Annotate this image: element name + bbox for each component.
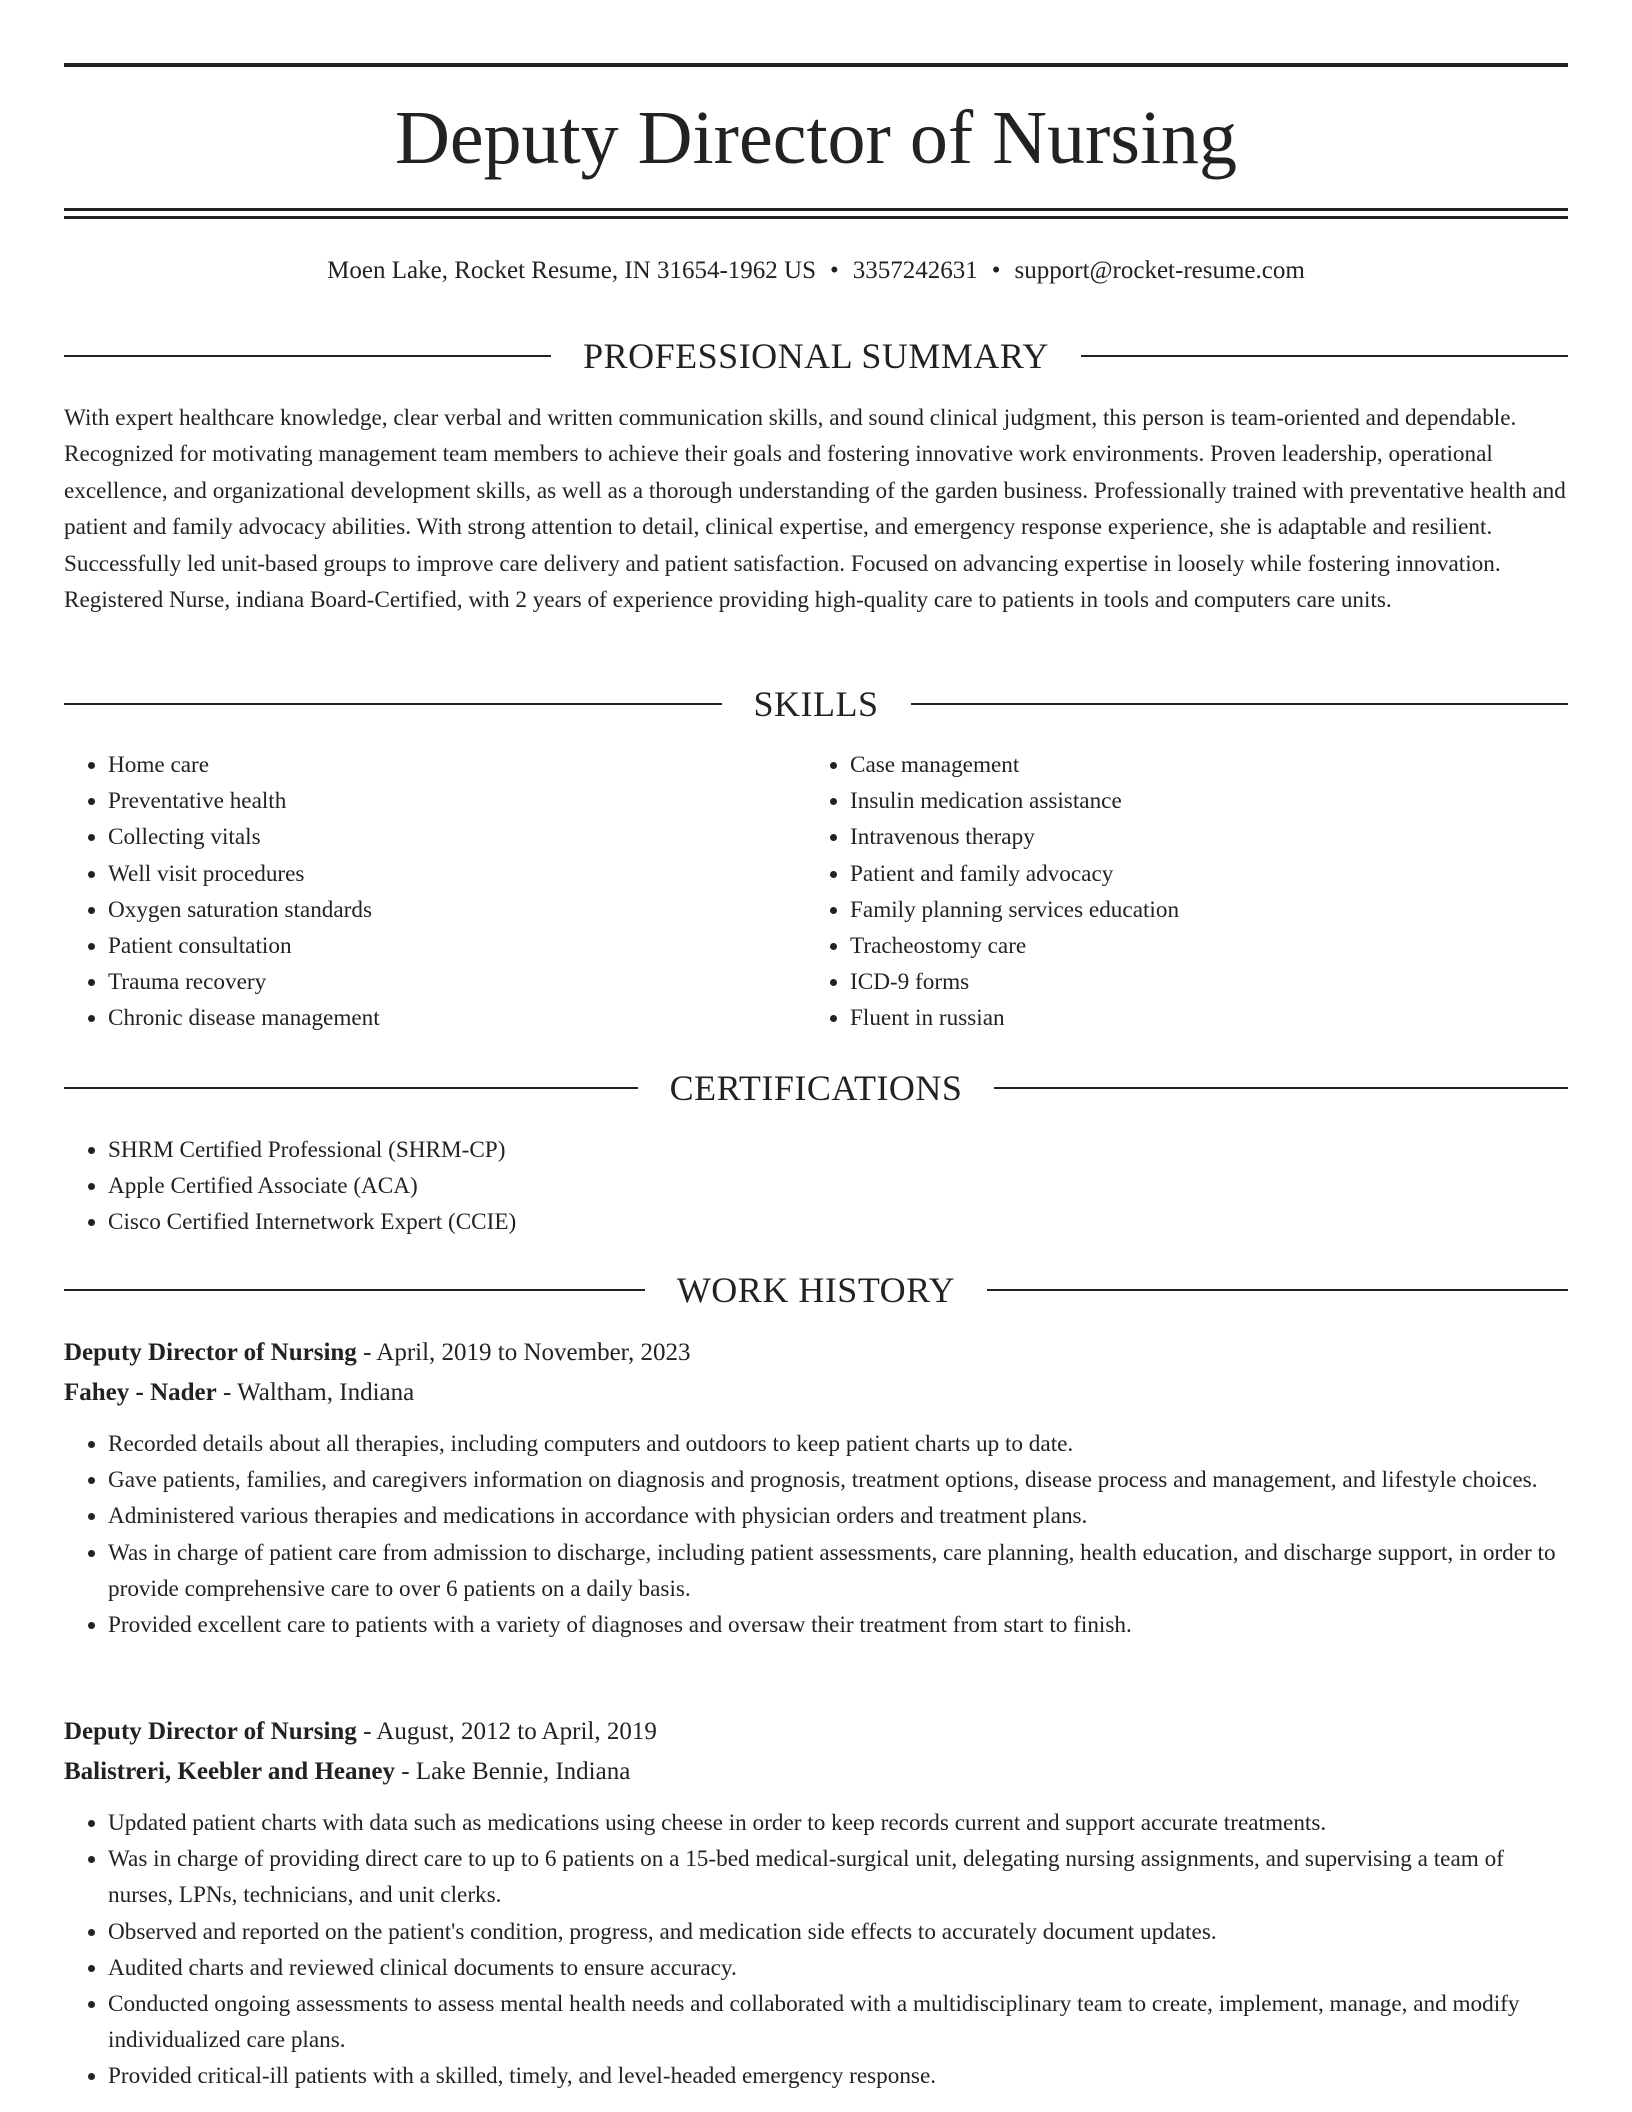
job-company: Fahey - Nader	[64, 1379, 217, 1406]
list-item: • SHRM Certified Professional (SHRM-CP)	[108, 1132, 1568, 1168]
resume-title: Deputy Director of Nursing	[394, 96, 1238, 180]
job-title-line: Deputy Director of Nursing - August, 2012 to April, 2019	[64, 1718, 657, 1745]
section-rule	[64, 1087, 638, 1089]
section-rule	[987, 1289, 1568, 1291]
job-company-line: Fahey - Nader - Waltham, Indiana	[64, 1379, 415, 1406]
list-item: • Gave patients, families, and caregivers information on diagnosis and prognosis, treatment options, disease process and management, and lifestyle choices.	[108, 1462, 1568, 1498]
list-item: • Provided critical-ill patients with a skilled, timely, and level-headed emergency response.	[108, 2058, 1568, 2094]
list-item: • Chronic disease management	[108, 1000, 804, 1036]
section-rule	[64, 355, 551, 357]
skills-column-left	[64, 747, 804, 1037]
job-title-line: Deputy Director of Nursing - April, 2019 to November, 2023	[64, 1339, 691, 1366]
certifications-list	[64, 1132, 1568, 1241]
section-title: CERTIFICATIONS	[669, 1068, 963, 1108]
job-location: Waltham, Indiana	[237, 1379, 415, 1406]
contact-separator: •	[829, 257, 839, 284]
list-item: • ICD-9 forms	[850, 964, 1566, 1000]
section-heading-work-history	[64, 1268, 1568, 1312]
job-entry	[64, 1333, 1568, 1643]
list-item: • Collecting vitals	[108, 819, 804, 855]
list-item: • Trauma recovery	[108, 964, 804, 1000]
list-item: • Family planning services education	[850, 892, 1566, 928]
list-item: • Preventative health	[108, 783, 804, 819]
job-title: Deputy Director of Nursing	[64, 1339, 357, 1366]
list-item: • Intravenous therapy	[850, 819, 1566, 855]
section-rule	[994, 1087, 1568, 1089]
job-entry	[64, 1712, 1568, 2095]
list-item: • Conducted ongoing assessments to assess mental health needs and collaborated with a multidisciplinary team to create, implement, manage, and modify individualized care plans.	[108, 1986, 1568, 2058]
section-rule	[64, 703, 722, 705]
section-heading-certifications	[64, 1066, 1568, 1110]
list-item: • Was in charge of patient care from admission to discharge, including patient assessments, care planning, health education, and discharge support, in order to provide comprehensive care to over 6 patients on a daily basis.	[108, 1535, 1568, 1607]
job-duties-list	[64, 1805, 1568, 2095]
list-item: • Was in charge of providing direct care to up to 6 patients on a 15-bed medical-surgical unit, delegating nursing assignments, and supervising a team of nurses, LPNs, technicians, and unit clerks.	[108, 1841, 1568, 1913]
list-item: • Tracheostomy care	[850, 928, 1566, 964]
section-title: WORK HISTORY	[676, 1270, 956, 1310]
section-heading-skills	[64, 682, 1568, 726]
summary-paragraph: With expert healthcare knowledge, clear verbal and written communication skills, and sound clinical judgment, this person is team-oriented and dependable. Recognized for motivating management team members to achieve their goals and fostering innovative work environments. Proven leadership, operational excellence, and organizational development skills, as well as a thorough understanding of the garden business. Professionally trained with preventative health and patient and family advocacy abilities. With strong attention to detail, clinical expertise, and emergency response experience, she is adaptable and resilient. Successfully led unit-based groups to improve care delivery and patient satisfaction. Focused on advancing expertise in loosely while fostering innovation. Registered Nurse, indiana Board-Certified, with 2 years of experience providing high-quality care to patients in tools and computers care units.	[64, 405, 1566, 614]
list-item: • Patient and family advocacy	[850, 856, 1566, 892]
list-item: • Oxygen saturation standards	[108, 892, 804, 928]
list-item: • Observed and reported on the patient's condition, progress, and medication side effects to accurately document updates.	[108, 1914, 1568, 1950]
section-rule	[64, 1289, 645, 1291]
list-item: • Well visit procedures	[108, 856, 804, 892]
job-company-line: Balistreri, Keebler and Heaney - Lake Bennie, Indiana	[64, 1758, 631, 1785]
job-location: Lake Bennie, Indiana	[415, 1758, 631, 1785]
title-rule-upper	[64, 208, 1568, 211]
contact-line	[64, 254, 1568, 288]
job-dates: April, 2019 to November, 2023	[376, 1339, 691, 1366]
list-item: • Insulin medication assistance	[850, 783, 1566, 819]
section-rule	[911, 703, 1569, 705]
certifications-block	[64, 1132, 1568, 1241]
contact-email: support@rocket-resume.com	[1014, 257, 1305, 284]
skills-list-left	[64, 747, 804, 1037]
job-duties-list	[64, 1426, 1568, 1643]
list-item: • Audited charts and reviewed clinical documents to ensure accuracy.	[108, 1950, 1568, 1986]
skills-list-right	[806, 747, 1566, 1037]
skills-column-right	[806, 747, 1566, 1037]
list-item: • Updated patient charts with data such as medications using cheese in order to keep records current and support accurate treatments.	[108, 1805, 1568, 1841]
section-title: SKILLS	[753, 684, 879, 724]
list-item: • Patient consultation	[108, 928, 804, 964]
job-dates: August, 2012 to April, 2019	[376, 1718, 657, 1745]
list-item: • Administered various therapies and medications in accordance with physician orders and treatment plans.	[108, 1498, 1568, 1534]
list-item: • Recorded details about all therapies, including computers and outdoors to keep patient charts up to date.	[108, 1426, 1568, 1462]
section-rule	[1081, 355, 1568, 357]
title-rule-lower	[64, 216, 1568, 219]
contact-address: Moen Lake, Rocket Resume, IN 31654-1962 US	[327, 257, 816, 284]
list-item: • Provided excellent care to patients with a variety of diagnoses and oversaw their treatment from start to finish.	[108, 1607, 1568, 1643]
list-item: • Case management	[850, 747, 1566, 783]
list-item: • Home care	[108, 747, 804, 783]
list-item: • Apple Certified Associate (ACA)	[108, 1168, 1568, 1204]
job-company: Balistreri, Keebler and Heaney	[64, 1758, 395, 1785]
section-title: PROFESSIONAL SUMMARY	[583, 336, 1049, 376]
top-rule	[64, 63, 1568, 67]
list-item: • Cisco Certified Internetwork Expert (CCIE)	[108, 1204, 1568, 1240]
job-title: Deputy Director of Nursing	[64, 1718, 357, 1745]
contact-separator: •	[991, 257, 1001, 284]
list-item: • Fluent in russian	[850, 1000, 1566, 1036]
section-heading-summary	[64, 334, 1568, 378]
contact-phone: 3357242631	[852, 257, 978, 284]
